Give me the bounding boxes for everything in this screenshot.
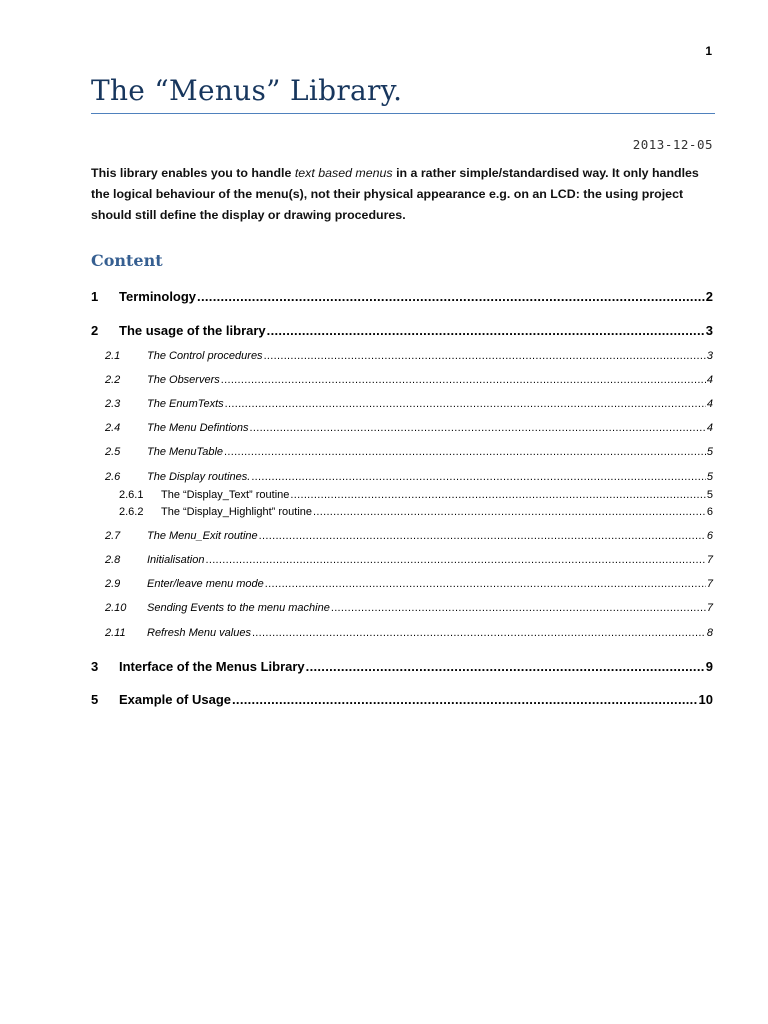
- toc-entry-title: The “Display_Highlight” routine: [161, 506, 313, 518]
- toc-entry[interactable]: [91, 471, 713, 483]
- toc-entry-page: 9: [705, 659, 713, 674]
- toc-entry-title: Interface of the Menus Library: [119, 659, 305, 674]
- toc-entry[interactable]: [91, 350, 713, 362]
- toc-entry-number: 2.6.2: [119, 506, 144, 518]
- document-title: The “Menus” Library.: [91, 74, 715, 114]
- intro-emphasis: text based menus: [294, 166, 393, 180]
- toc-leader-dots: [224, 446, 706, 458]
- toc-leader-dots: [313, 506, 706, 518]
- intro-text-start: This library enables you to handle: [91, 166, 295, 180]
- toc-entry-page: 3: [706, 350, 713, 362]
- toc-leader-dots: [267, 323, 705, 338]
- content-heading: Content: [91, 251, 163, 270]
- toc-leader-dots: [205, 554, 705, 566]
- toc-entry-title: The EnumTexts: [147, 398, 224, 410]
- toc-entry[interactable]: [91, 323, 713, 338]
- toc-entry-number: 2.1: [105, 350, 121, 362]
- toc-entry-title: Refresh Menu values: [147, 627, 251, 639]
- toc-entry-page: 5: [706, 471, 713, 483]
- toc-entry-number: 1: [91, 289, 99, 304]
- toc-entry-title: The Display routines.: [147, 471, 251, 483]
- toc-entry-number: 2.6.1: [119, 489, 144, 501]
- toc-leader-dots: [250, 422, 706, 434]
- toc-entry-page: 8: [706, 627, 713, 639]
- toc-entry[interactable]: [91, 398, 713, 410]
- toc-leader-dots: [252, 627, 706, 639]
- toc-entry-title: Example of Usage: [119, 692, 231, 707]
- toc-leader-dots: [225, 398, 706, 410]
- toc-entry-page: 4: [706, 398, 713, 410]
- toc-entry-number: 2.5: [105, 446, 121, 458]
- toc-entry-page: 10: [698, 692, 713, 707]
- toc-entry-page: 4: [706, 374, 713, 386]
- toc-leader-dots: [265, 578, 706, 590]
- toc-entry-title: Enter/leave menu mode: [147, 578, 264, 590]
- toc-entry[interactable]: [91, 374, 713, 386]
- toc-entry[interactable]: [91, 530, 713, 542]
- intro-text-end: in a rather simple/standardised way. It only handles the logical behaviour of the menu(s), not their physical appearance e.g. on an LCD: the using project should still define the display or drawing procedures.: [91, 166, 699, 222]
- toc-entry-title: Initialisation: [147, 554, 205, 566]
- toc-entry[interactable]: [91, 446, 713, 458]
- toc-entry-number: 2.3: [105, 398, 121, 410]
- toc-leader-dots: [251, 471, 706, 483]
- toc-entry[interactable]: [91, 506, 713, 518]
- toc-entry[interactable]: [91, 489, 713, 501]
- document-date: 2013-12-05: [632, 137, 713, 152]
- toc-entry-title: Sending Events to the menu machine: [147, 602, 330, 614]
- toc-entry-number: 2.9: [105, 578, 121, 590]
- toc-leader-dots: [197, 289, 705, 304]
- toc-leader-dots: [232, 692, 698, 707]
- toc-leader-dots: [264, 350, 706, 362]
- toc-entry-title: The Menu Defintions: [147, 422, 249, 434]
- toc-entry-page: 7: [706, 602, 713, 614]
- toc-entry-title: Terminology: [119, 289, 197, 304]
- toc-entry[interactable]: [91, 602, 713, 614]
- toc-entry-number: 2: [91, 323, 99, 338]
- toc-entry[interactable]: [91, 422, 713, 434]
- toc-entry-number: 2.8: [105, 554, 121, 566]
- toc-entry-page: 7: [706, 554, 713, 566]
- toc-entry-page: 6: [706, 530, 713, 542]
- toc-entry-number: 2.11: [105, 627, 126, 639]
- toc-entry-page: 3: [705, 323, 713, 338]
- toc-entry[interactable]: [91, 554, 713, 566]
- intro-paragraph: [91, 163, 715, 226]
- toc-leader-dots: [259, 530, 706, 542]
- toc-entry-number: 5: [91, 692, 99, 707]
- toc-entry-title: The usage of the library: [119, 323, 266, 338]
- toc-entry-title: The “Display_Text” routine: [161, 489, 290, 501]
- toc-entry-title: The Observers: [147, 374, 220, 386]
- toc-entry-page: 4: [706, 422, 713, 434]
- toc-entry-title: The MenuTable: [147, 446, 224, 458]
- toc-entry-title: The Control procedures: [147, 350, 263, 362]
- toc-entry-page: 5: [706, 446, 713, 458]
- page-number: 1: [705, 44, 712, 58]
- toc-entry-page: 6: [706, 506, 713, 518]
- toc-leader-dots: [331, 602, 706, 614]
- toc-entry[interactable]: [91, 659, 713, 674]
- toc-entry-number: 3: [91, 659, 99, 674]
- toc-entry[interactable]: [91, 627, 713, 639]
- toc-entry-page: 2: [705, 289, 713, 304]
- toc-entry-title: The Menu_Exit routine: [147, 530, 258, 542]
- toc-entry-number: 2.10: [105, 602, 127, 614]
- toc-leader-dots: [290, 489, 705, 501]
- toc-entry[interactable]: [91, 289, 713, 304]
- toc-entry-page: 5: [706, 489, 713, 501]
- toc-entry-number: 2.4: [105, 422, 121, 434]
- toc-entry[interactable]: [91, 578, 713, 590]
- toc-entry-number: 2.2: [105, 374, 121, 386]
- toc-leader-dots: [306, 659, 705, 674]
- toc-entry[interactable]: [91, 692, 713, 707]
- toc-leader-dots: [221, 374, 706, 386]
- toc-entry-number: 2.6: [105, 471, 121, 483]
- toc-entry-page: 7: [706, 578, 713, 590]
- toc-entry-number: 2.7: [105, 530, 121, 542]
